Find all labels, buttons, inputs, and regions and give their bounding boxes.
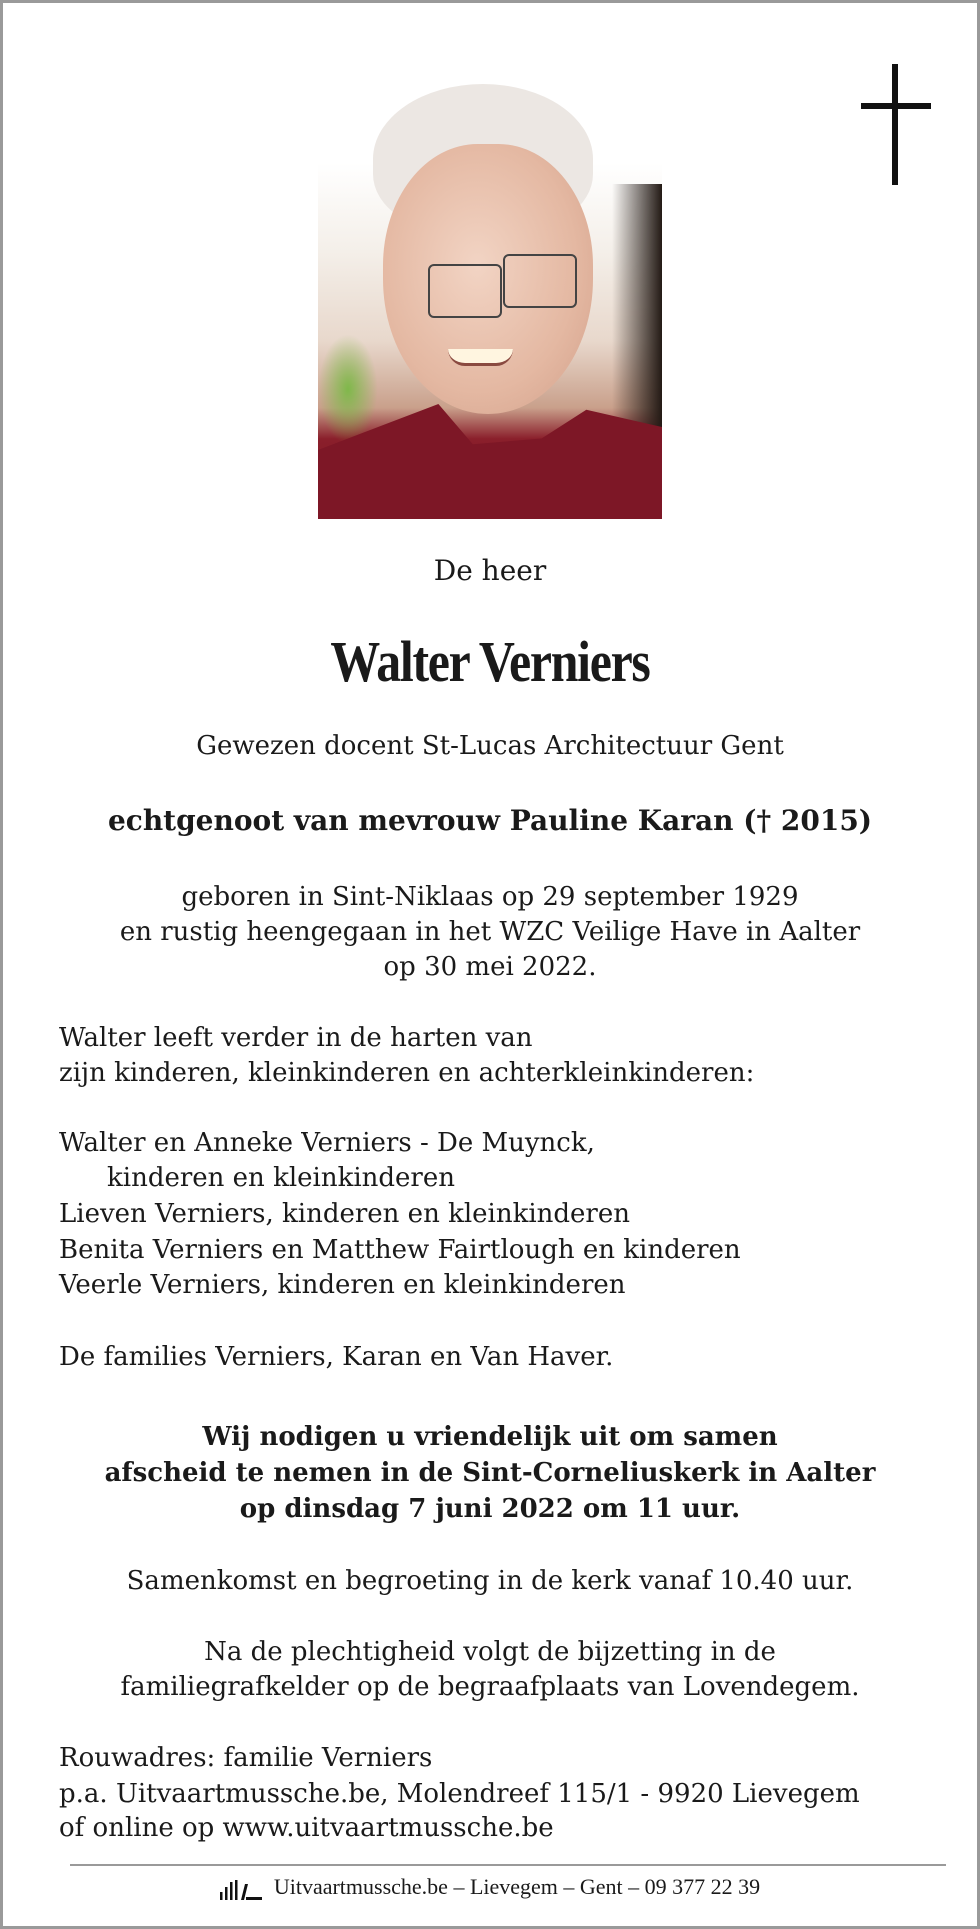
portrait-photo (318, 74, 662, 519)
address-line: of online op www.uitvaartmussche.be (59, 1813, 554, 1843)
families-line: De families Verniers, Karan en Van Haver. (59, 1342, 614, 1372)
footer (0, 1872, 980, 1902)
cross-icon (861, 64, 931, 185)
title-prefix: De heer (433, 554, 547, 587)
deceased-name: Walter Verniers (330, 629, 650, 694)
family-line: kinderen en kleinkinderen (107, 1163, 455, 1193)
family-line: Veerle Verniers, kinderen en kleinkinderen (59, 1270, 626, 1300)
footer-text: Uitvaartmussche.be – Lievegem – Gent – 09 377 22 39 (273, 1874, 761, 1899)
invitation-line: op dinsdag 7 juni 2022 om 11 uur. (239, 1494, 741, 1524)
lives-on-line: Walter leeft verder in de harten van (59, 1023, 533, 1053)
family-line: Benita Verniers en Matthew Fairtlough en kinderen (59, 1235, 741, 1265)
spouse-line: echtgenoot van mevrouw Pauline Karan († 2015) (107, 804, 873, 837)
address-line: p.a. Uitvaartmussche.be, Molendreef 115/1 - 9920 Lievegem (59, 1779, 860, 1809)
burial-line: Na de plechtigheid volgt de bijzetting in de (204, 1637, 776, 1667)
divider (70, 1864, 946, 1866)
family-line: Walter en Anneke Verniers - De Muynck, (59, 1128, 595, 1158)
death-date-line: op 30 mei 2022. (383, 952, 597, 982)
invitation-line: afscheid te nemen in de Sint-Corneliuskerk in Aalter (104, 1458, 876, 1488)
burial-line: familiegrafkelder op de begraafplaats van Lovendegem. (120, 1672, 860, 1702)
death-place-line: en rustig heengegaan in het WZC Veilige Have in Aalter (119, 917, 861, 947)
occupation: Gewezen docent St-Lucas Architectuur Gent (196, 731, 784, 761)
gathering-line: Samenkomst en begroeting in de kerk vanaf 10.40 uur. (126, 1566, 854, 1596)
lives-on-line: zijn kinderen, kleinkinderen en achterkleinkinderen: (59, 1058, 755, 1088)
family-line: Lieven Verniers, kinderen en kleinkinderen (59, 1199, 630, 1229)
funeral-home-logo-icon (220, 1878, 264, 1900)
address-line: Rouwadres: familie Verniers (59, 1743, 433, 1773)
invitation-line: Wij nodigen u vriendelijk uit om samen (202, 1422, 778, 1452)
birth-line: geboren in Sint-Niklaas op 29 september 1929 (181, 882, 799, 912)
